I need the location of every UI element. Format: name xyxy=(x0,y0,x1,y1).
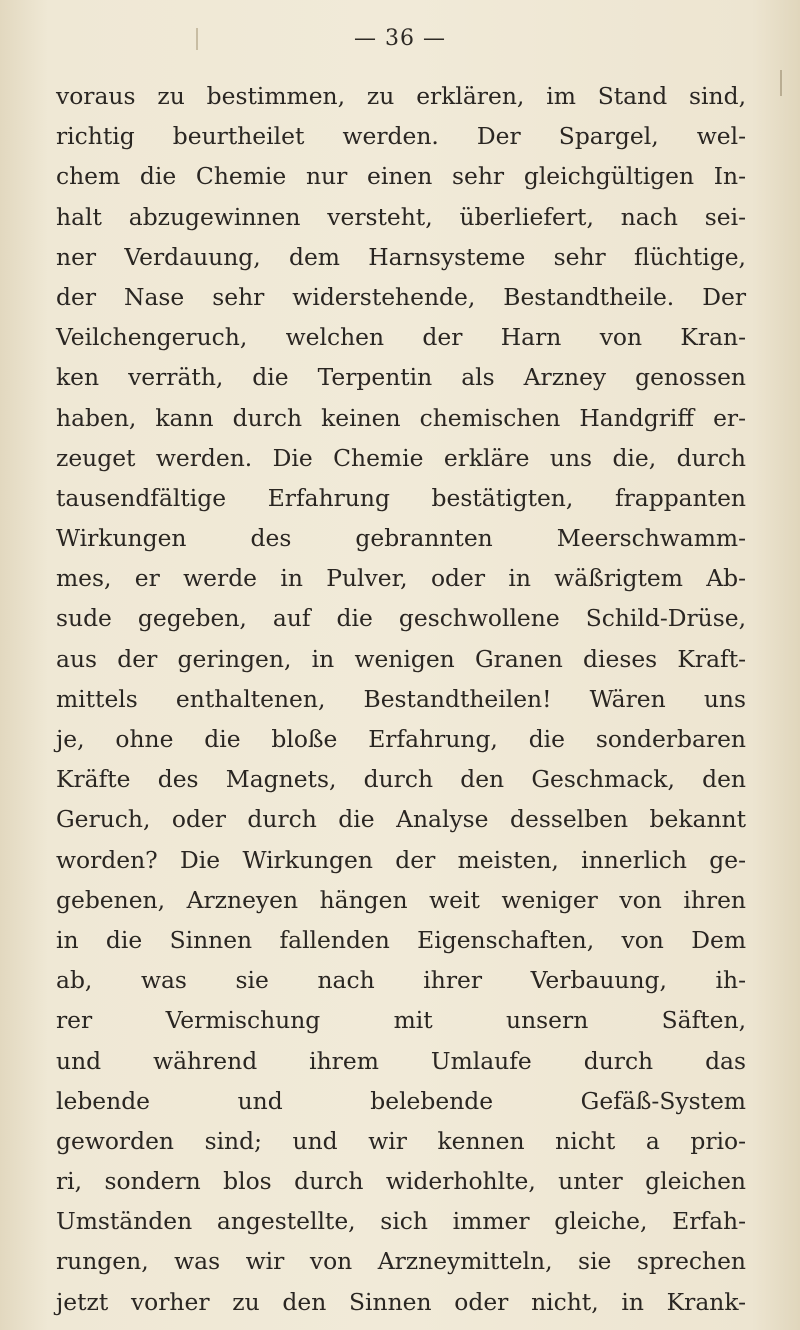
text-line: mes, er werde in Pulver, oder in wäßrigtem Ab- xyxy=(56,564,746,593)
text-line: mittels enthaltenen, Bestandtheilen! Wären uns xyxy=(56,684,746,713)
text-line: halt abzugewinnen versteht, überliefert, nach sei- xyxy=(56,202,746,231)
text-line: chem die Chemie nur einen sehr gleichgültigen In- xyxy=(56,162,746,191)
text-line: tausendfältige Erfahrung bestätigten, frappanten xyxy=(56,483,746,512)
text-line: zeuget werden. Die Chemie erkläre uns die, durch xyxy=(56,443,746,472)
text-line: Geruch, oder durch die Analyse desselben bekannt xyxy=(56,805,746,834)
text-line: Kräfte des Magnets, durch den Geschmack, den xyxy=(56,765,746,794)
text-line: haben, kann durch keinen chemischen Handgriff er- xyxy=(56,403,746,432)
text-line: sude gegeben, auf die geschwollene Schild-Drüse, xyxy=(56,604,746,633)
text-line: in die Sinnen fallenden Eigenschaften, von Dem xyxy=(56,925,746,954)
text-line: je, ohne die bloße Erfahrung, die sonderbaren xyxy=(56,725,746,753)
text-line: voraus zu bestimmen, zu erklären, im Stand sind, xyxy=(56,82,746,110)
text-line: aus der geringen, in wenigen Granen dieses Kraft- xyxy=(56,644,746,673)
text-line: ner Verdauung, dem Harnsysteme sehr flüchtige, xyxy=(56,242,746,271)
text-line: Umständen angestellte, sich immer gleiche, Erfah- xyxy=(56,1207,746,1236)
page-number: — 36 — xyxy=(354,26,446,51)
text-line: ken verräth, die Terpentin als Arzney genossen xyxy=(56,363,746,392)
text-line: rer Vermischung mit unsern Säften, xyxy=(56,1006,746,1035)
text-line: lebende und belebende Gefäß-System xyxy=(56,1086,746,1115)
text-line: geworden sind; und wir kennen nicht a prio- xyxy=(56,1126,746,1155)
text-line: gebenen, Arzneyen hängen weit weniger von ihren xyxy=(56,885,746,914)
text-line: jetzt vorher zu den Sinnen oder nicht, in Krank- xyxy=(56,1287,746,1316)
text-line: der Nase sehr widerstehende, Bestandtheile. Der xyxy=(56,282,746,311)
text-line: ri, sondern blos durch widerhohlte, unter gleichen xyxy=(56,1167,746,1196)
body-text xyxy=(56,76,746,1322)
text-line: Wirkungen des gebrannten Meerschwamm- xyxy=(56,524,746,553)
text-line: worden? Die Wirkungen der meisten, innerlich ge- xyxy=(56,845,746,874)
text-line: ab, was sie nach ihrer Verbauung, ih- xyxy=(56,966,746,995)
text-line: und während ihrem Umlaufe durch das xyxy=(56,1046,746,1075)
text-line: richtig beurtheilet werden. Der Spargel, wel- xyxy=(56,122,746,151)
text-line: Veilchengeruch, welchen der Harn von Kran- xyxy=(56,323,746,352)
text-line: rungen, was wir von Arzneymitteln, sie sprechen xyxy=(56,1247,746,1276)
page-edge-mark-right xyxy=(780,70,782,96)
